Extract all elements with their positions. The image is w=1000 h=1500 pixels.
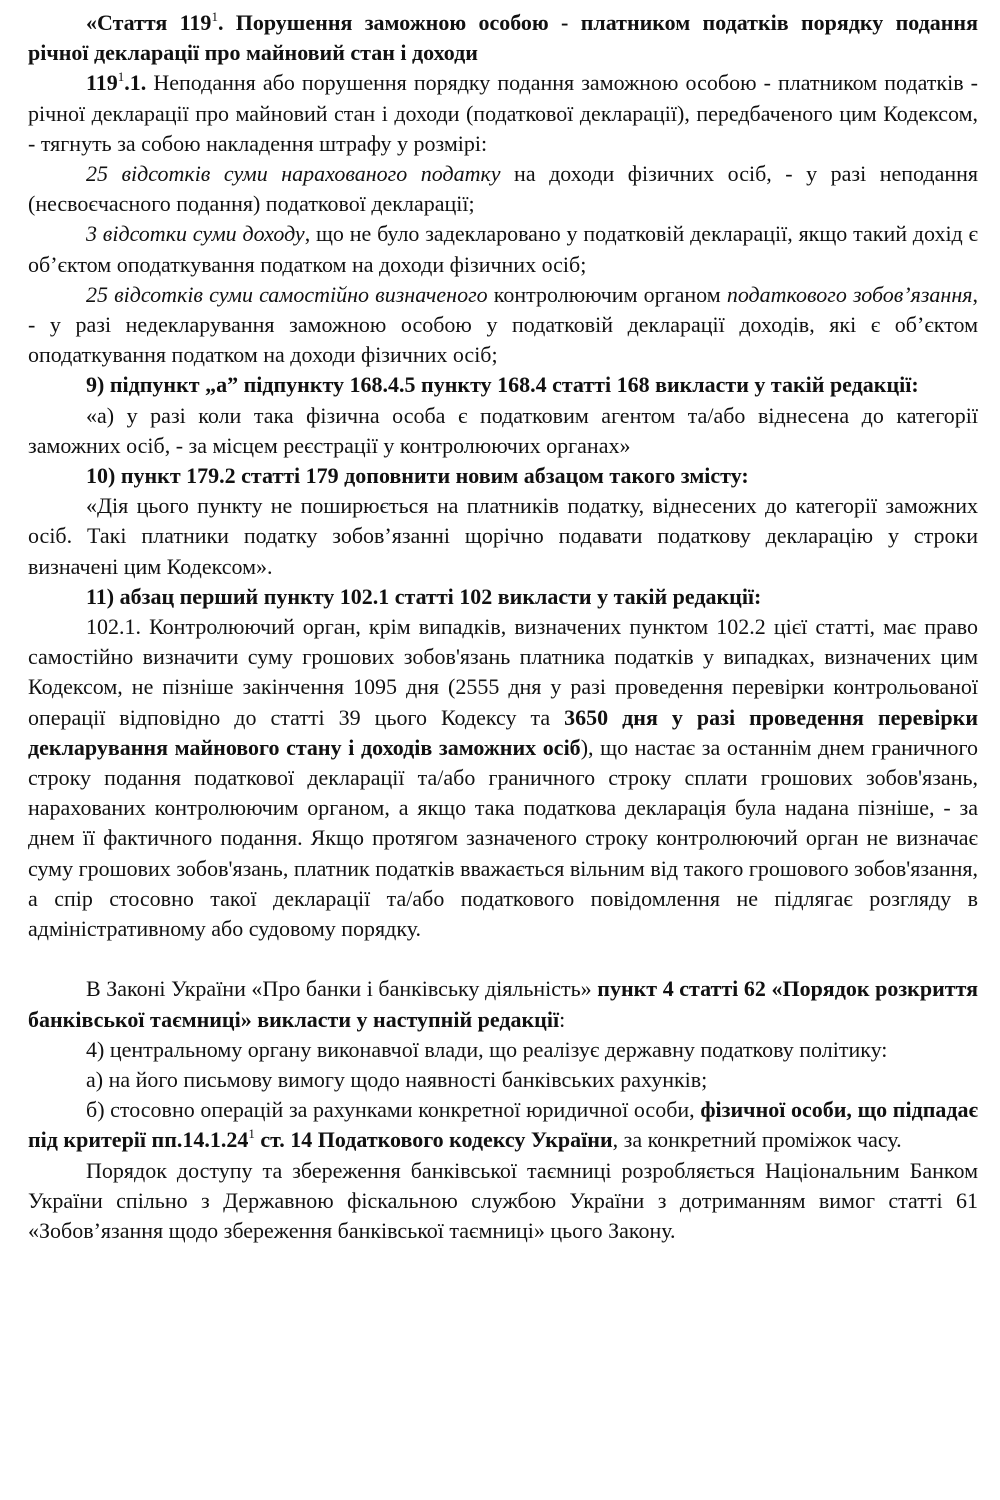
banking-item-b — [28, 1095, 978, 1155]
superscript: 1 — [211, 9, 218, 24]
banking-item-a: а) на його письмову вимогу щодо наявності банківських рахунків; — [86, 1066, 708, 1092]
paragraph-text: , що не було задекларовано у податковій декларації, якщо такий дохід є об’єктом оподаткування податком на доходи фізичних осіб; — [28, 221, 978, 277]
bold-text: пункт 4 статті 62 «Порядок розкриття банківської таємниці» викласти у наступній редакції — [28, 976, 978, 1032]
penalty-italic: 25 відсотків суми самостійно визначеного — [86, 281, 488, 307]
bold-text: ст. 14 Податкового кодексу України — [254, 1127, 613, 1153]
amendment-9-text: «а) у разі коли така фізична особа є податковим агентом та/або віднесена до категорії заможних осіб, - за місцем реєстрації у контролюючих органах» — [28, 402, 978, 458]
paragraph-102-1 — [28, 612, 978, 944]
paragraph-text: контролюючим органом — [487, 281, 727, 307]
bold-text: фізичної особи, що підпадає під критерії пп.14.1.24 — [28, 1097, 979, 1153]
paragraph-text: ), що настає за останнім днем граничного строку подання податкової декларації та/або граничного строку сплати грошових зобов'язань, нарахованих контролюючим органом, а якщо така податкова декларація була надана пізніше, - за днем її фактичного подання. Якщо протягом зазначеного строку контролюючий орган не визначає суму грошових зобов'язань, платник податків вважається вільним від такого грошового зобов'язання, а спір стосовно такої декларації та/або податкового повідомлення не підлягає розгляду в адміністративному або судовому порядку. — [28, 734, 978, 942]
bold-text: 10) пункт 179.2 статті 179 доповнити новим абзацом такого змісту: — [86, 463, 749, 489]
penalty-item-2 — [28, 219, 978, 279]
penalty-italic: 3 відсотки суми доходу — [86, 221, 305, 247]
bold-text: 11) абзац перший пункту 102.1 статті 102 викласти у такій редакції: — [86, 583, 762, 609]
bold-text: 3650 дня у разі проведення перевірки декларування майнового стану і доходів заможних осіб — [28, 704, 978, 760]
penalty-item-1 — [28, 159, 978, 219]
paragraph-text: на доходи фізичних осіб, - у разі неподання (несвоєчасного подання) податкової декларації; — [28, 161, 979, 217]
penalty-italic: податкового зобов’язання — [726, 281, 973, 307]
paragraph-text: : — [559, 1006, 566, 1032]
amendment-9-heading — [28, 370, 978, 400]
paragraph-text: Неподання або порушення порядку подання заможною особою - платником податків - річної декларації про майновий стан і доходи (податкової декларації), передбаченого цим Кодексом, - тягнуть за собою накладення штрафу у розмірі: — [28, 70, 978, 156]
bold-text: 9) підпункт „а” підпункту 168.4.5 пункту 168.4 статті 168 викласти у такій редакції: — [86, 372, 919, 398]
paragraph-text: , за конкретний проміжок часу. — [612, 1127, 902, 1153]
paragraph-text: б) стосовно операцій за рахунками конкретної юридичної особи, — [86, 1097, 701, 1123]
banking-law-intro — [28, 974, 978, 1034]
banking-secrecy-procedure: Порядок доступу та збереження банківської таємниці розробляється Національним Банком України спільно з Державною фіскальною службою України з дотриманням вимог статті 61 «Зобов’язання щодо збереження банківської таємниці» цього Закону. — [28, 1157, 978, 1243]
heading-part: . Порушення заможною особою - платником податків порядку подання річної декларації про майновий стан і доходи — [28, 10, 978, 66]
banking-item-4: 4) центральному органу виконавчої влади, що реалізує державну податкову політику: — [86, 1036, 888, 1062]
paragraph-119-1-1 — [28, 68, 978, 159]
paragraph-text: 102.1. Контролюючий орган, крім випадків, визначених пунктом 102.2 цієї статті, має право самостійно визначити суму грошових зобов'язань платника податків у випадках, визначених цим Кодексом, не пізніше закінчення 1095 дня (2555 дня у разі проведення перевірки контрольованої операції відповідно до статті 39 цього Кодексу та — [28, 614, 978, 730]
amendment-10-heading — [28, 461, 978, 491]
penalty-italic: 25 відсотків суми нарахованого податку — [86, 161, 501, 187]
superscript: 1 — [248, 1126, 255, 1142]
amendment-11-heading — [28, 582, 978, 612]
clause-number: .1. — [124, 70, 147, 96]
paragraph-text: , - у разі недекларування заможною особою у податковій декларації доходів, які є об’єктом оподаткування податком на доходи фізичних осіб; — [28, 281, 978, 368]
penalty-item-3 — [28, 280, 978, 371]
article-119-1-heading — [28, 8, 978, 68]
paragraph-text: В Законі України «Про банки і банківську діяльність» — [86, 976, 598, 1002]
heading-part: «Стаття 119 — [86, 10, 212, 35]
amendment-10-text: «Дія цього пункту не поширюється на платників податку, віднесених до категорії заможних осіб. Такі платники податку зобов’язанні щорічно подавати податкову декларацію у строки визначені цим Кодексом». — [28, 493, 978, 579]
clause-number: 119 — [86, 70, 118, 96]
superscript: 1 — [117, 69, 125, 85]
